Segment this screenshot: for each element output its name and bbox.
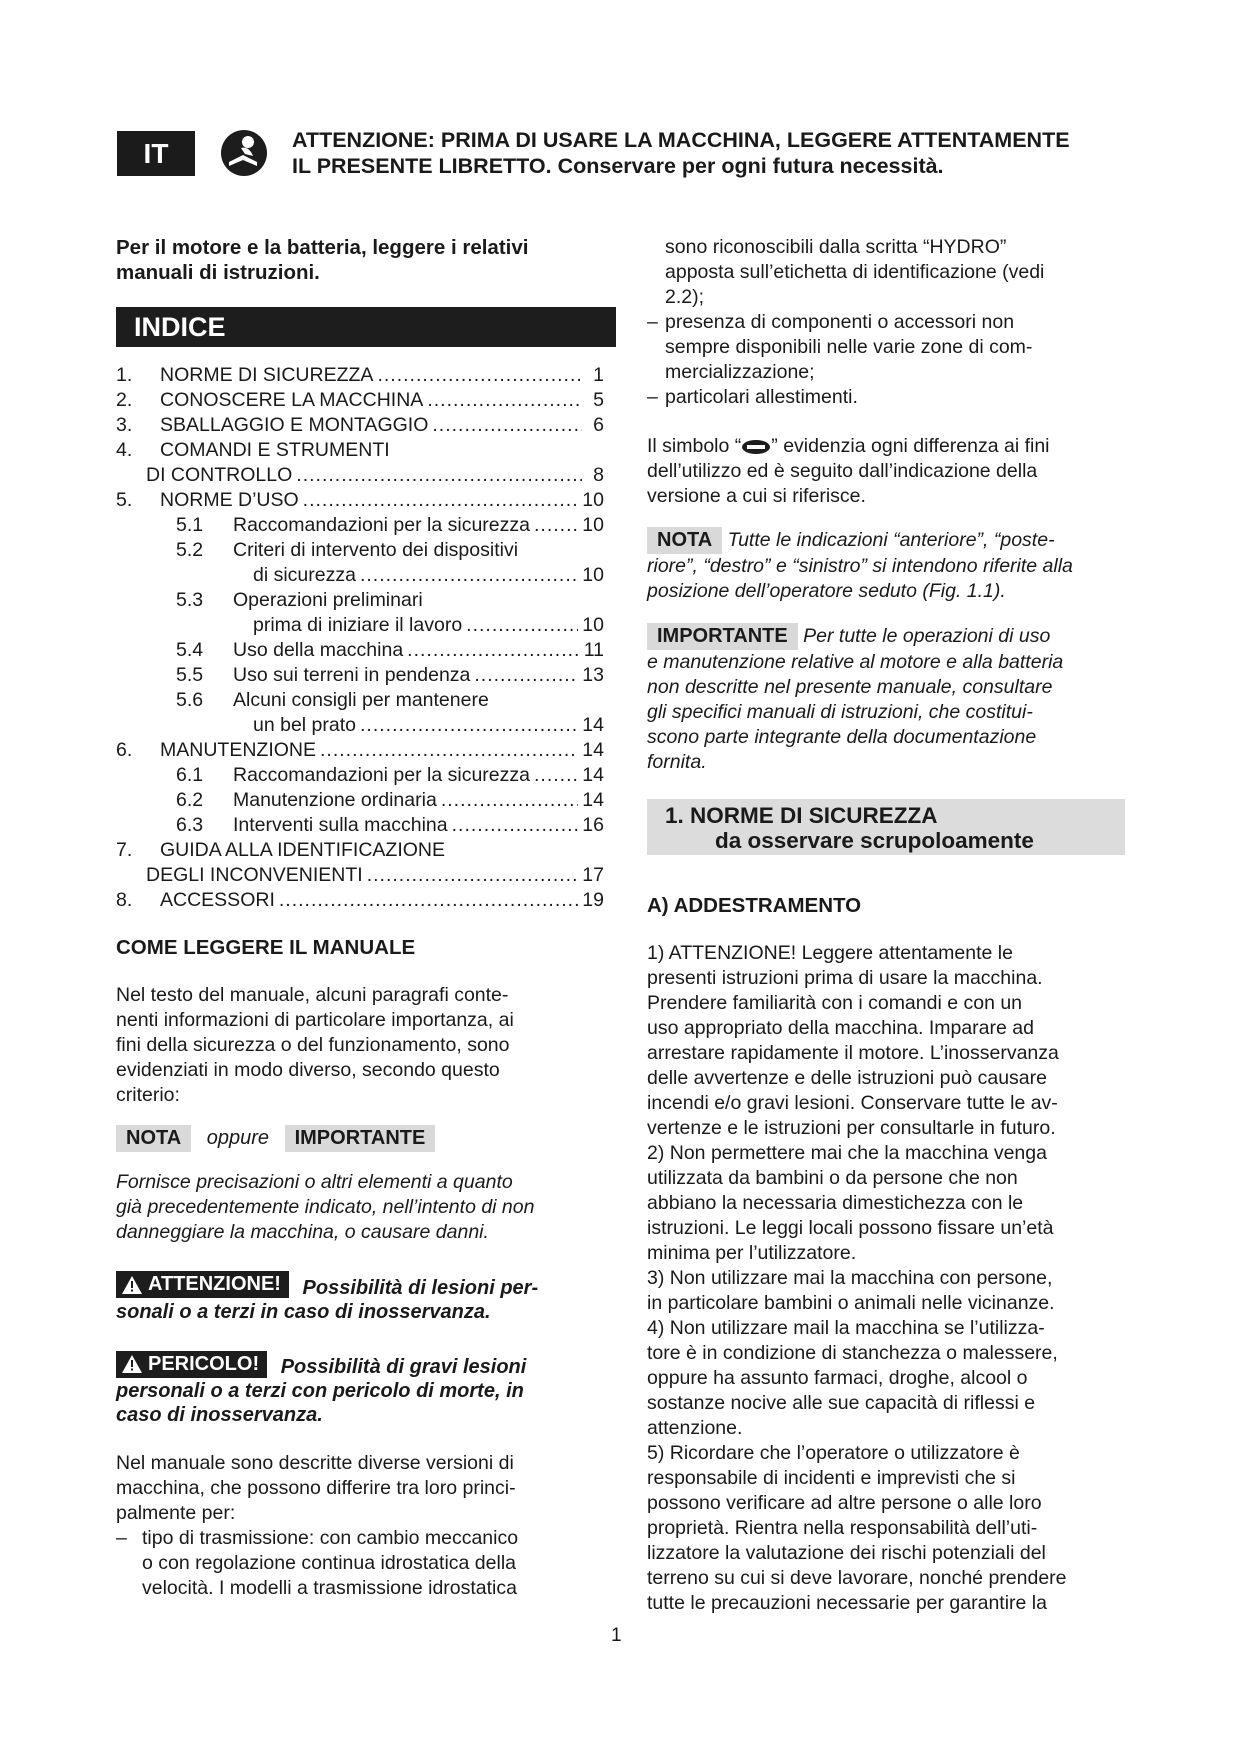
list-item: – tipo di trasmissione: con cambio meccanico o con regolazione continua idrostatica della velocità. I modelli a trasmissione idrostatica [116,1527,519,1599]
toc-label: MANUTENZIONE [160,739,316,761]
text-line: criterio: [116,1084,180,1106]
toc-page: 6 [593,414,604,436]
toc-leader [407,638,580,663]
toc-leader [534,513,578,538]
text-line: possono verificare ad altre persone o alle loro [647,1492,1042,1514]
text-line: 4) Non utilizzare mail la macchina se l’utilizza- [647,1317,1045,1339]
text-line: lizzatore la valutazione dei rischi potenziali del [647,1542,1046,1564]
tag-legend [116,1125,604,1152]
toc-leader [367,863,579,888]
toc-entry[interactable] [116,838,604,863]
toc-entry[interactable] [116,763,604,788]
toc-label: SBALLAGGIO E MONTAGGIO [160,414,429,436]
text-line: palmente per: [116,1502,236,1524]
toc-label: GUIDA ALLA IDENTIFICAZIONE [160,839,445,861]
text-line: riore”, “destro” e “sinistro” si intendono riferite alla [647,555,1073,577]
importante-tag: IMPORTANTE [647,623,798,650]
text-line: utilizzata da bambini o da persone che non [647,1167,1018,1189]
toc-leader [432,413,582,438]
text-line: velocità. I modelli a trasmissione idrostatica [142,1577,517,1599]
text-line: istruzioni. Le leggi locali possono fissare un’età [647,1217,1054,1239]
list-item: – presenza di componenti o accessori non sempre disponibili nelle varie zone di com- mercializzazione; [647,311,1033,383]
text-line: apposta sull’etichetta di identificazione (vedi [665,261,1045,283]
toc-label: CONOSCERE LA MACCHINA [160,389,424,411]
text-line: danneggiare la macchina, o causare danni. [116,1221,489,1243]
toc-entry[interactable] [116,888,604,913]
toc-label: COMANDI E STRUMENTI [160,439,390,461]
hydro-version-symbol-icon [741,439,771,455]
toc-page: 14 [582,789,604,811]
text-line: evidenziati in modo diverso, secondo questo [116,1059,500,1081]
text-line: responsabile di incidenti e imprevisti che si [647,1467,1016,1489]
read-manual-icon [219,128,269,178]
attenzione-tag [116,1271,289,1298]
toc-page: 14 [582,714,604,736]
text-line: Prendere familiarità con i comandi e con un [647,992,1023,1014]
text-line: 5) Ricordare che l’operatore o utilizzatore è [647,1442,1020,1464]
text-line: tipo di trasmissione: con cambio meccanico [142,1527,519,1549]
text-line: abbiano la necessaria dimestichezza con le [647,1192,1024,1214]
toc-leader [427,388,582,413]
nota-description [116,1170,604,1245]
text-line: minima per l’utilizzatore. [647,1242,857,1264]
toc-leader [534,763,578,788]
warning-triangle-icon [122,1276,142,1294]
pericolo-tag [116,1351,267,1378]
toc-number: 6.3 [176,814,204,836]
text-line: posizione dell’operatore seduto (Fig. 1.1). [647,580,1006,602]
text-line: nenti informazioni di particolare importanza, ai [116,1009,514,1031]
toc-entry[interactable] [116,388,604,413]
right-column [647,235,1137,1616]
text-line: tutte le precauzioni necessarie per garantire la [647,1592,1047,1614]
oppure-text: oppure [206,1127,270,1149]
toc-entry[interactable] [116,488,604,513]
toc-entry[interactable] [116,863,604,888]
toc-page: 8 [593,464,604,486]
toc-page: 10 [582,514,604,536]
toc-number: 1. [116,364,133,386]
pericolo-desc: Possibilità di gravi lesioni [280,1356,527,1378]
text-line: non descritte nel presente manuale, consultare [647,676,1053,698]
toc-entry[interactable] [116,588,604,613]
section-1-heading: 1. NORME DI SICUREZZA da osservare scrupoloamente [647,799,1125,855]
toc-number: 2. [116,389,133,411]
toc-leader [320,738,578,763]
toc-leader [360,713,578,738]
toc-entry[interactable] [116,563,604,588]
attenzione-desc: sonali o a terzi in caso di inosservanza. [116,1300,491,1323]
continued-text [647,235,1137,310]
toc-label: Alcuni consigli per mantenere [233,689,489,711]
text-line: scono parte integrante della documentazione [647,726,1037,748]
toc-number: 8. [116,889,133,911]
toc-number: 3. [116,414,133,436]
text-line: dell’utilizzo ed è seguito dall’indicazione della [647,460,1038,482]
intro-line: Per il motore e la batteria, leggere i relativi [116,236,529,259]
text-line: macchina, che possono differire tra loro princi- [116,1477,516,1499]
toc-page: 11 [583,639,604,661]
nota-tag: NOTA [647,527,722,554]
intro-line: manuali di istruzioni. [116,261,320,284]
toc-label: ACCESSORI [160,889,275,911]
toc-label: Raccomandazioni per la sicurezza [233,514,530,536]
how-to-read-title: COME LEGGERE IL MANUALE [116,936,416,959]
pericolo-desc: personali o a terzi con pericolo di morte, in [116,1380,524,1402]
toc-page: 13 [582,664,604,686]
toc-entry[interactable] [116,438,604,463]
language-badge: IT [117,131,195,176]
toc-entry[interactable] [116,713,604,738]
toc-page: 16 [582,814,604,836]
text-line: delle avvertenze e delle istruzioni può causare [647,1067,1047,1089]
toc-label: un bel prato [253,714,356,736]
toc-page: 10 [582,614,604,636]
safety-rules-text [647,941,1137,1616]
text-line: Nel testo del manuale, alcuni paragrafi conte- [116,984,509,1006]
toc-leader [279,888,578,913]
text-line: versione a cui si riferisce. [647,485,866,507]
toc-page: 5 [593,389,604,411]
toc-entry[interactable] [116,788,604,813]
toc-leader [360,563,578,588]
list-item: – particolari allestimenti. [647,386,858,408]
text-line: Fornisce precisazioni o altri elementi a quanto [116,1171,513,1193]
toc-page: 1 [593,364,604,386]
toc-leader [303,488,579,513]
toc-leader [452,813,579,838]
toc-leader [296,463,582,488]
toc-number: 7. [116,839,133,861]
warning-line-2: IL PRESENTE LIBRETTO. Conservare per ogni futura necessità. [292,154,944,178]
attenzione-label: ATTENZIONE! [148,1273,281,1295]
toc-leader [377,363,582,388]
toc-entry[interactable] [116,813,604,838]
toc-leader [466,613,578,638]
text-line: sono riconoscibili dalla scritta “HYDRO” [665,236,1007,258]
toc-leader [474,663,578,688]
text-line: attenzione. [647,1417,743,1439]
text-line: Nel manuale sono descritte diverse versioni di [116,1452,514,1474]
toc-label: Uso della macchina [233,639,404,661]
toc-entry[interactable] [116,738,604,763]
toc-label: Uso sui terreni in pendenza [233,664,471,686]
text-line: in particolare bambini o animali nelle vicinanze. [647,1292,1055,1314]
text-line: fini della sicurezza o del funzionamento, sono [116,1034,510,1056]
toc-page: 10 [582,489,604,511]
toc-entry[interactable] [116,688,604,713]
importante-paragraph: IMPORTANTE Per tutte le operazioni di uso e manutenzione relative al motore e alla batteria non descritte nel presente manuale, consultare gli specifici manuali di istruzioni, che costitui- scono parte integrante della documentazione fornita. [647,623,1137,775]
attenzione-desc: Possibilità di lesioni per- [302,1276,539,1299]
text-line: sempre disponibili nelle varie zone di com- [665,336,1033,358]
toc-entry[interactable] [116,638,604,663]
toc-number: 5.5 [176,664,204,686]
safety-warning-header [292,127,1172,179]
toc-label: di sicurezza [253,564,356,586]
how-to-read-text [116,983,604,1108]
toc-label: Raccomandazioni per la sicurezza [233,764,530,786]
text-line: terreno su cui si deve lavorare, nonché prendere [647,1567,1067,1589]
toc-label: Manutenzione ordinaria [233,789,437,811]
toc-number: 5.1 [176,514,204,536]
toc-label: Interventi sulla macchina [233,814,448,836]
toc-label: DEGLI INCONVENIENTI [146,864,363,886]
warning-triangle-icon [122,1355,142,1373]
toc-number: 5.2 [176,539,204,561]
text-line: oppure ha assunto farmaci, droghe, alcool o [647,1367,1028,1389]
table-of-contents [116,363,604,913]
toc-label: prima di iniziare il lavoro [253,614,463,636]
toc-entry[interactable] [116,363,604,388]
text-line: presenti istruzioni prima di usare la macchina. [647,967,1043,989]
text-line: mercializzazione; [665,361,815,383]
text-line: 3) Non utilizzare mai la macchina con persone, [647,1267,1053,1289]
text-line: incendi e/o gravi lesioni. Conservare tutte le av- [647,1092,1058,1114]
toc-page: 14 [582,764,604,786]
text-line: 2) Non permettere mai che la macchina venga [647,1142,1047,1164]
nota-tag: NOTA [116,1125,191,1152]
text-line: gli specifici manuali di istruzioni, che costitui- [647,701,1033,723]
toc-label: Operazioni preliminari [233,589,423,611]
toc-label: NORME DI SICUREZZA [160,364,374,386]
page-number: 1 [611,1625,622,1646]
text-line: presenza di componenti o accessori non [665,311,1015,333]
toc-number: 6.2 [176,789,204,811]
importante-tag: IMPORTANTE [285,1125,436,1152]
text-line: uso appropriato della macchina. Imparare ad [647,1017,1034,1039]
indice-title: INDICE [116,307,616,347]
text-line: fornita. [647,751,707,773]
toc-page: 19 [582,889,604,911]
toc-number: 6.1 [176,764,204,786]
symbol-paragraph: Il simbolo “ ” evidenzia ogni differenza ai fini dell’utilizzo ed è seguito dall’indicazione della versione a cui si riferisce. [647,434,1137,509]
pericolo-desc: caso di inosservanza. [116,1404,323,1426]
toc-page: 10 [582,564,604,586]
toc-number: 4. [116,439,133,461]
text-line: tore è in condizione di stanchezza o malessere, [647,1342,1058,1364]
text-line: 1) ATTENZIONE! Leggere attentamente le [647,942,1013,964]
toc-entry[interactable] [116,413,604,438]
toc-leader [441,788,578,813]
toc-entry[interactable] [116,463,604,488]
toc-entry[interactable] [116,663,604,688]
toc-entry[interactable] [116,513,604,538]
text-line: vertenze e le istruzioni per consultarle in futuro. [647,1117,1056,1139]
text-line: 2.2); [665,286,705,308]
subsection-addestramento: A) ADDESTRAMENTO [647,894,862,917]
toc-page: 17 [582,864,604,886]
toc-label: Criteri di intervento dei dispositivi [233,539,519,561]
toc-entry[interactable] [116,538,604,563]
pericolo-block [116,1351,604,1428]
pericolo-label: PERICOLO! [148,1352,260,1375]
toc-label: DI CONTROLLO [146,464,293,486]
warning-line-1: ATTENZIONE: PRIMA DI USARE LA MACCHINA, LEGGERE ATTENTAMENTE [292,128,1070,152]
versions-text [116,1451,604,1526]
nota-paragraph: NOTA Tutte le indicazioni “anteriore”, “poste- riore”, “destro” e “sinistro” si intendono riferite alla posizione dell’operatore seduto (Fig. 1.1). [647,527,1137,604]
text-line: arrestare rapidamente il motore. L’inosservanza [647,1042,1059,1064]
text-line: sostanze nocive alle sue capacità di riflessi e [647,1392,1036,1414]
text-line: già precedentemente indicato, nell’intento di non [116,1196,535,1218]
toc-entry[interactable] [116,613,604,638]
toc-number: 5.6 [176,689,204,711]
toc-number: 5. [116,489,133,511]
toc-page: 14 [582,739,604,761]
text-line: o con regolazione continua idrostatica della [142,1552,516,1574]
toc-label: NORME D’USO [160,489,299,511]
toc-number: 6. [116,739,133,761]
text-line: e manutenzione relative al motore e alla batteria [647,651,1064,673]
attenzione-block [116,1271,604,1324]
toc-number: 5.3 [176,589,204,611]
text-line: proprietà. Rientra nella responsabilità dell’uti- [647,1517,1038,1539]
left-column [116,235,604,1601]
toc-number: 5.4 [176,639,204,661]
